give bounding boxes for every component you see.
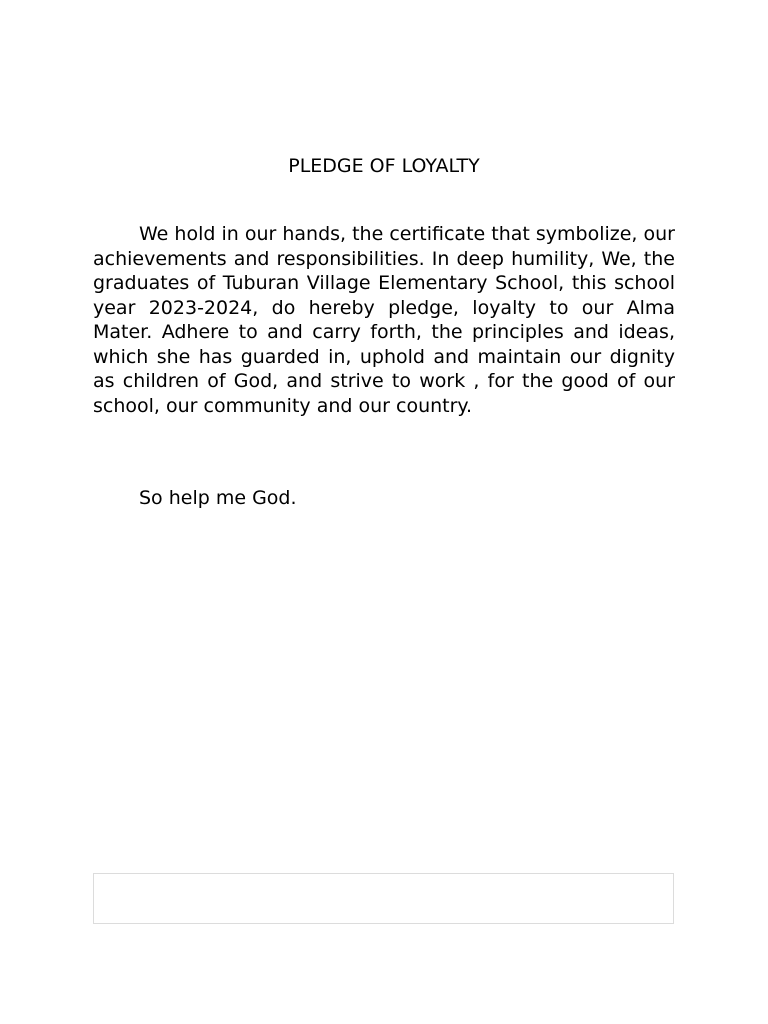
pledge-paragraph: We hold in our hands, the certificate that symbolize, our achievements and responsibilities. In deep humility, We, the graduates of Tuburan Village Elementary School, this school year 2023-2024, do hereby pledge, loyalty to our Alma Mater. Adhere to and carry forth, the principles and ideas, which she has guarded in, uphold and maintain our dignity as children of God, and strive to work , for the good of our school, our community and our country. bbox=[93, 223, 675, 417]
closing-line: So help me God. bbox=[139, 487, 297, 509]
document-title: PLEDGE OF LOYALTY bbox=[288, 155, 480, 177]
footer-box bbox=[93, 873, 674, 924]
